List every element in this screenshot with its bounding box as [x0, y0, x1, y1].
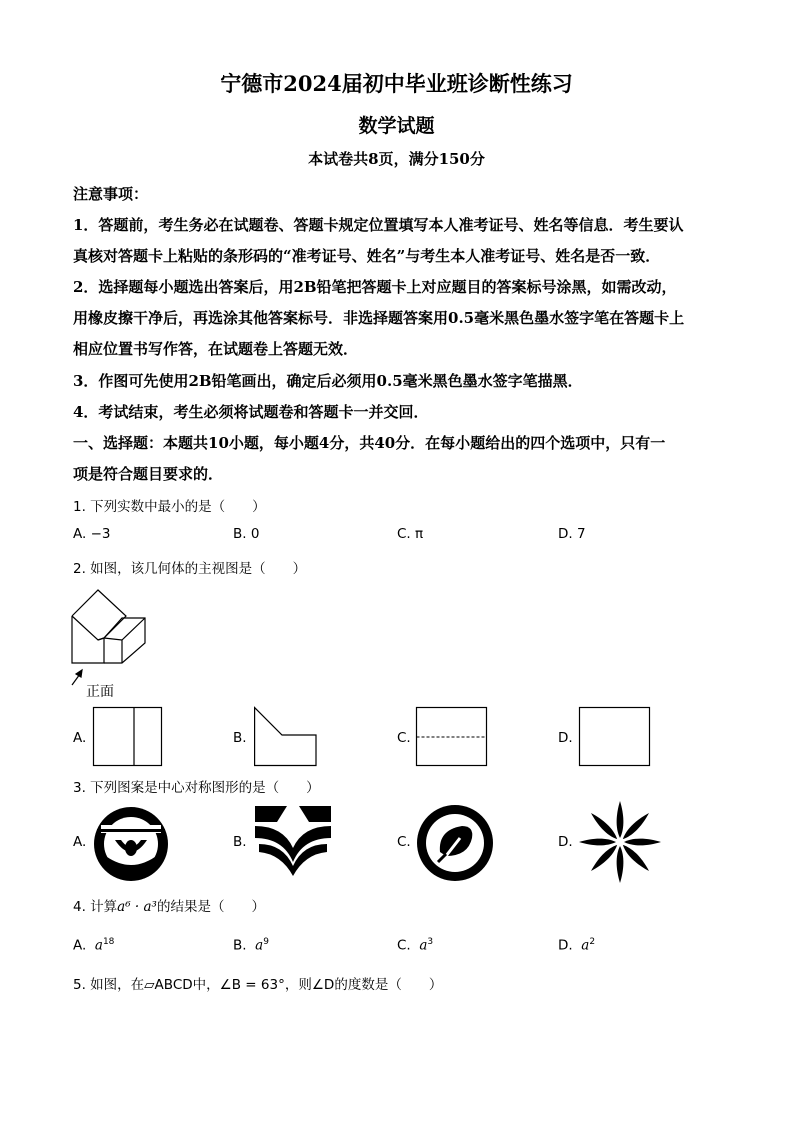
q1-option-a: A. −3	[73, 526, 111, 542]
q4-option-d-exp: 2	[589, 937, 596, 947]
q1-option-d: D. 7	[558, 526, 586, 542]
q2-option-b-figure	[254, 707, 318, 767]
q2-front-label: 正面	[86, 684, 114, 700]
q4-option-a-exp: 18	[102, 937, 115, 947]
note-2-line-2: 用橡皮擦干净后，再选涂其他答案标号．非选择题答案用0.5毫米黑色墨水签字笔在答题卡上	[73, 309, 685, 327]
q4-stem	[73, 895, 265, 915]
section-1-line-2: 项是符合题目要求的．	[73, 465, 224, 483]
q3-option-b-logo-icon	[253, 804, 333, 878]
q4-stem-prefix: 4. 计算	[73, 899, 118, 915]
q4-option-c-base: a	[419, 937, 428, 954]
q4-option-a-base: a	[94, 937, 103, 954]
q4-option-c-exp: 3	[427, 937, 434, 947]
note-2-line-1: 2．选择题每小题选出答案后，用2B铅笔把答题卡上对应题目的答案标号涂黑，如需改动，	[73, 278, 677, 296]
q3-option-b: B.	[233, 834, 247, 850]
q2-option-c-figure	[416, 707, 488, 767]
q3-option-d: D.	[558, 834, 573, 850]
q4-option-a	[73, 937, 114, 954]
q2-stem: 2. 如图，该几何体的主视图是（ ）	[73, 561, 307, 577]
q4-option-a-label: A.	[73, 937, 87, 954]
q4-option-b	[233, 937, 269, 954]
q4-stem-suffix: 的结果是（ ）	[156, 899, 265, 915]
note-1-line-2: 真核对答题卡上粘贴的条形码的“准考证号、姓名”与考生本人准考证号、姓名是否一致．	[73, 247, 661, 265]
q2-option-d-figure	[579, 707, 651, 767]
q4-expression: a⁶ · a³	[117, 899, 157, 915]
q4-option-b-base: a	[255, 937, 264, 954]
note-2-line-3: 相应位置书写作答，在试题卷上答题无效．	[73, 340, 359, 358]
q4-option-d-label: D.	[558, 937, 573, 954]
q3-option-a-logo-icon	[93, 806, 169, 882]
exam-info: 本试卷共8页，满分150分	[308, 150, 485, 168]
section-1-line-1: 一、选择题：本题共10小题，每小题4分，共40分．在每小题给出的四个选项中，只有一	[73, 434, 666, 452]
q2-option-a: A.	[73, 730, 87, 746]
q4-option-c-label: C.	[397, 937, 411, 954]
q2-option-c: C.	[397, 730, 411, 746]
q3-stem: 3. 下列图案是中心对称图形的是（ ）	[73, 780, 320, 796]
q2-option-a-figure	[93, 707, 163, 767]
q1-stem: 1. 下列实数中最小的是（ ）	[73, 499, 266, 515]
note-1-line-1: 1．答题前，考生务必在试题卷、答题卡规定位置填写本人准考证号、姓名等信息．考生要认	[73, 216, 684, 234]
page-title: 宁德市2024届初中毕业班诊断性练习	[220, 71, 573, 96]
q2-option-d: D.	[558, 730, 573, 746]
note-4: 4．考试结束，考生必须将试题卷和答题卡一并交回．	[73, 403, 429, 421]
q4-option-c	[397, 937, 433, 954]
q2-option-b: B.	[233, 730, 247, 746]
q3-option-d-logo-icon	[578, 800, 662, 884]
q4-option-b-label: B.	[233, 937, 247, 954]
q4-option-b-exp: 9	[263, 937, 269, 947]
q4-option-d-base: a	[581, 937, 590, 954]
q3-option-c: C.	[397, 834, 411, 850]
q3-option-c-logo-icon	[416, 804, 494, 882]
q1-option-c: C. π	[397, 526, 424, 542]
q5-stem: 5. 如图，在▱ABCD中，∠B = 63°，则∠D的度数是（ ）	[73, 977, 443, 993]
q3-option-a: A.	[73, 834, 87, 850]
notes-heading: 注意事项：	[73, 185, 149, 203]
note-3: 3．作图可先使用2B铅笔画出，确定后必须用0.5毫米黑色墨水签字笔描黑．	[73, 372, 583, 390]
page-subtitle: 数学试题	[358, 115, 435, 137]
q4-option-d	[558, 937, 595, 954]
q1-option-b: B. 0	[233, 526, 260, 542]
